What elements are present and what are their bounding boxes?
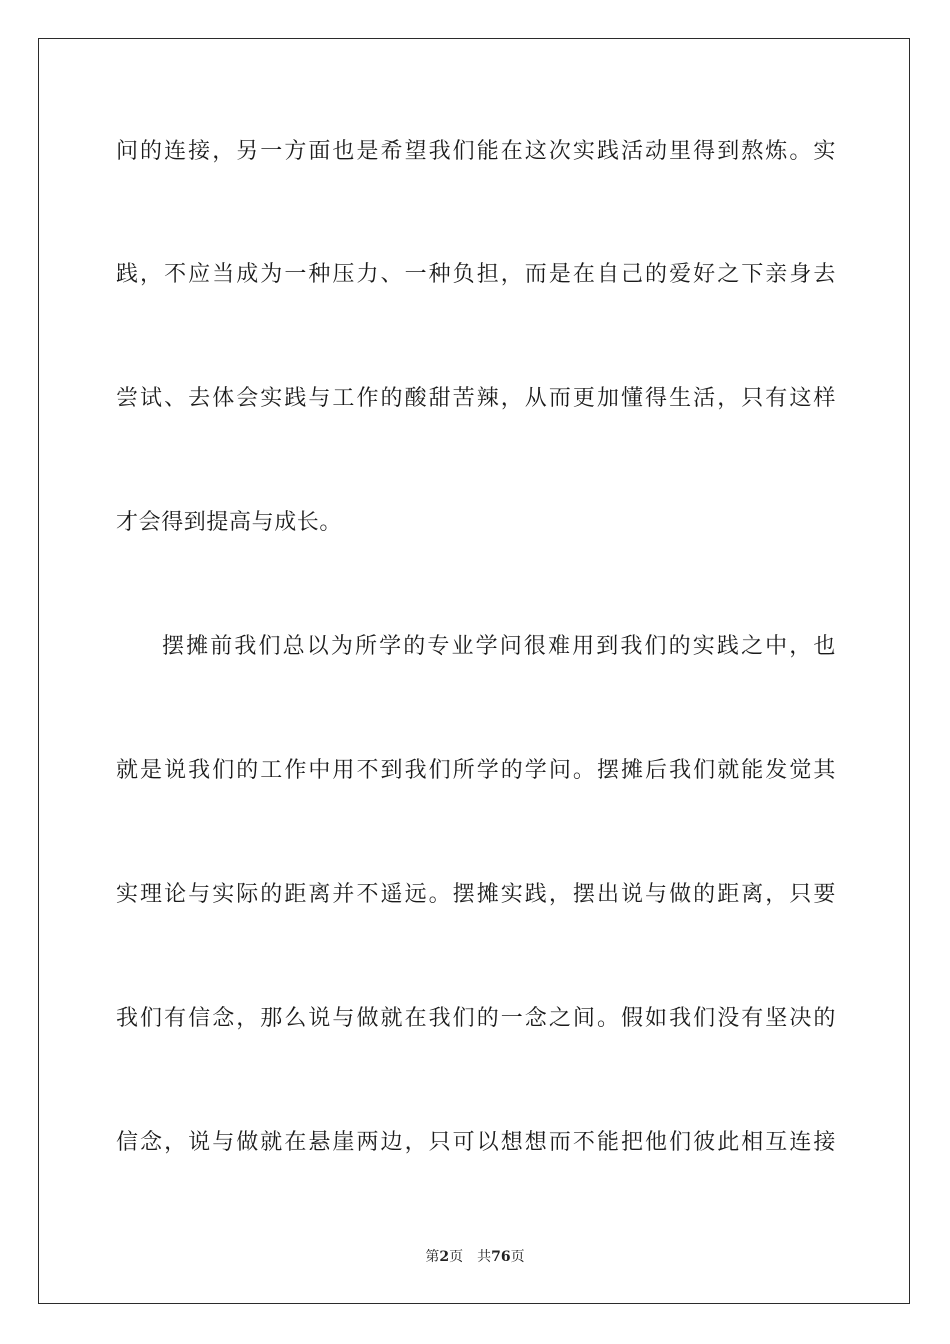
page-border: [38, 38, 910, 1304]
body-text-line: 尝试、去体会实践与工作的酸甜苦辣，从而更加懂得生活，只有这样: [116, 386, 836, 411]
total-pages: 76: [491, 1249, 511, 1265]
body-text-line: 问的连接，另一方面也是希望我们能在这次实践活动里得到熬炼。实: [116, 139, 836, 164]
body-text-line: 就是说我们的工作中用不到我们所学的学问。摆摊后我们就能发觉其: [116, 758, 836, 783]
body-text-line: 才会得到提高与成长。: [116, 510, 343, 535]
paragraph-first-line: 摆摊前我们总以为所学的专业学问很难用到我们的实践之中，也: [162, 634, 836, 659]
body-text-line: 实理论与实际的距离并不遥远。摆摊实践，摆出说与做的距离，只要: [116, 882, 836, 907]
page-label-suffix: 页: [449, 1249, 464, 1265]
total-label-prefix: 共: [477, 1249, 492, 1265]
body-text-line: 信念，说与做就在悬崖两边，只可以想想而不能把他们彼此相互连接: [116, 1130, 836, 1155]
total-label-suffix: 页: [510, 1249, 525, 1265]
page-label-prefix: 第: [425, 1249, 440, 1265]
page-number: 2: [439, 1249, 450, 1265]
body-text-line: 我们有信念，那么说与做就在我们的一念之间。假如我们没有坚决的: [116, 1006, 836, 1031]
page-footer: [0, 1248, 950, 1266]
body-text-line: 践，不应当成为一种压力、一种负担，而是在自己的爱好之下亲身去: [116, 262, 836, 287]
